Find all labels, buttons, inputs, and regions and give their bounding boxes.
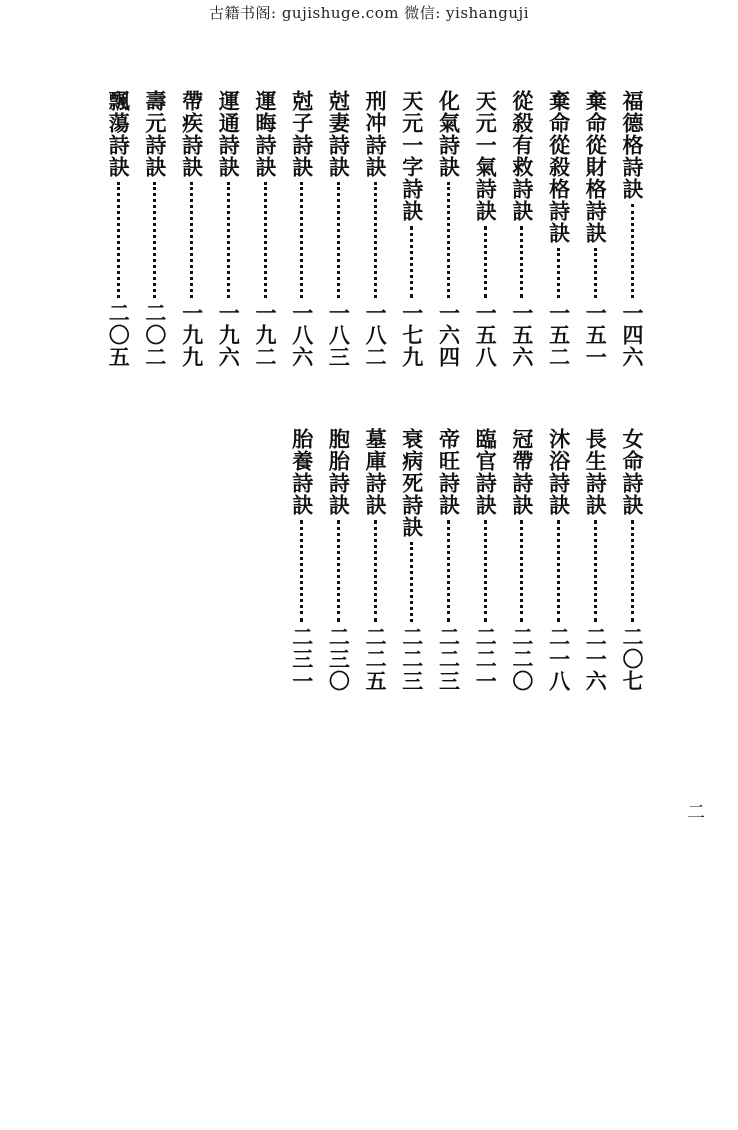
toc-entry [506,90,538,368]
toc-entry-title: 從殺有救詩訣 [509,90,535,222]
toc-entry [176,90,208,368]
toc-entry [616,90,648,368]
toc-entry [102,90,134,368]
toc-entry-page: 一六四 [436,302,462,368]
toc-entry-title: 胞胎詩訣 [326,428,352,516]
toc-entry [616,428,648,692]
toc-entry-page: 二〇二 [142,302,168,368]
toc-entry-page: 一九六 [216,302,242,368]
toc-entry-page: 一四六 [620,302,645,368]
dot-leader [484,226,487,298]
toc-entry-title: 衰病死詩訣 [399,428,425,538]
toc-entry-page: 二二〇 [509,626,535,692]
dot-leader [410,226,413,298]
toc-entry-page: 二二一 [473,626,499,692]
toc-entry-page: 一五八 [473,302,499,368]
dot-leader [374,520,377,622]
toc-entry [212,90,244,368]
dot-leader [557,520,560,622]
dot-leader [594,520,597,622]
toc-entry [139,90,171,368]
toc-entry-title: 飄蕩詩訣 [106,90,132,178]
toc-entry-page: 一九九 [179,302,205,368]
toc-entry-page: 一七九 [399,302,425,368]
toc-entry [322,428,354,692]
toc-entry-title: 天元一字詩訣 [399,90,425,222]
toc-entry [579,90,611,368]
toc-entry [286,90,318,368]
toc-entry [322,90,354,368]
toc-entry-title: 沐浴詩訣 [546,428,572,516]
toc-entry [433,428,465,692]
toc-entry-page: 二〇五 [106,302,132,368]
toc-entry-title: 運晦詩訣 [253,90,278,178]
dot-leader [520,520,523,622]
watermark-header: 古籍书阁: gujishuge.com 微信: yishanguji [209,4,529,22]
toc-entry-page: 二一八 [546,626,572,692]
dot-leader [300,520,303,622]
toc-entry-title: 尅妻詩訣 [326,90,352,178]
toc-entry-title: 棄命從財格詩訣 [583,90,609,244]
toc-entry [359,428,391,692]
dot-leader [520,226,523,298]
dot-leader [117,182,120,298]
dot-leader [374,182,377,298]
toc-entry-title: 女命詩訣 [620,428,645,516]
dot-leader [484,520,487,622]
toc-entry-page: 一五六 [509,302,535,368]
toc-entry-page: 二三〇 [326,626,352,692]
toc-entry-page: 二二五 [363,626,389,692]
toc-entry-page: 二三一 [289,626,315,692]
toc-entry-title: 天元一氣詩訣 [473,90,499,222]
toc-entry-page: 一八六 [289,302,315,368]
toc-entry-title: 冠帶詩訣 [509,428,535,516]
dot-leader [447,520,450,622]
dot-leader [264,182,267,298]
dot-leader [153,182,156,298]
dot-leader [447,182,450,298]
toc-entry-title: 福德格詩訣 [620,90,645,200]
dot-leader [631,520,634,622]
dot-leader [631,204,634,298]
toc-entry-page: 二一六 [583,626,609,692]
toc-entry [396,90,428,368]
page-number: 二 [687,802,705,823]
toc-entry-page: 一八三 [326,302,352,368]
dot-leader [337,182,340,298]
toc-entry-page: 一九二 [253,302,278,368]
dot-leader [594,248,597,298]
toc-entry-title: 帶疾詩訣 [179,90,205,178]
toc-entry [469,90,501,368]
toc-entry [359,90,391,368]
toc-entry-page: 一五二 [546,302,572,368]
toc-entry-title: 墓庫詩訣 [363,428,389,516]
dot-leader [337,520,340,622]
toc-entry [286,428,318,692]
toc-entry [469,428,501,692]
dot-leader [300,182,303,298]
dot-leader [190,182,193,298]
toc-entry [249,90,281,368]
toc-entry [433,90,465,368]
toc-entry-title: 化氣詩訣 [436,90,462,178]
toc-entry-title: 長生詩訣 [583,428,609,516]
toc-entry-page: 二〇七 [620,626,645,692]
toc-entry-title: 刑冲詩訣 [363,90,389,178]
toc-entry-page: 二二三 [436,626,462,692]
toc-entry [506,428,538,692]
toc-entry-page: 一五一 [583,302,609,368]
dot-leader [227,182,230,298]
toc-entry-title: 帝旺詩訣 [436,428,462,516]
toc-entry-title: 胎養詩訣 [289,428,315,516]
toc-entry [543,428,575,692]
toc-entry-title: 尅子詩訣 [289,90,315,178]
dot-leader [410,542,413,622]
toc-entry-page: 二二三 [399,626,425,692]
toc-entry-title: 壽元詩訣 [142,90,168,178]
toc-entry-title: 臨官詩訣 [473,428,499,516]
toc-entry [579,428,611,692]
toc-entry-page: 一八二 [363,302,389,368]
toc-entry [396,428,428,692]
toc-entry-title: 運通詩訣 [216,90,242,178]
dot-leader [557,248,560,298]
toc-entry-title: 棄命從殺格詩訣 [546,90,572,244]
toc-entry [543,90,575,368]
